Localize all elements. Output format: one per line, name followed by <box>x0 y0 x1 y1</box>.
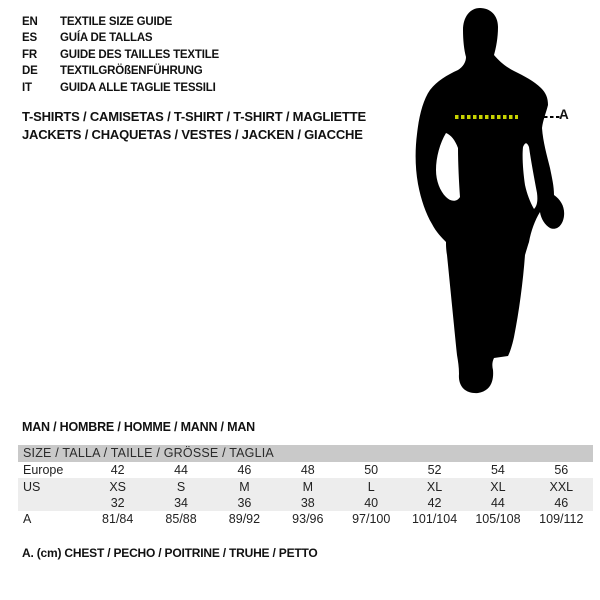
language-row <box>22 80 219 96</box>
measure-label-a: A <box>559 107 569 122</box>
language-label: GUÍA DE TALLAS <box>60 32 153 45</box>
size-cell: 40 <box>364 495 379 510</box>
size-cell: 93/96 <box>292 512 324 527</box>
measurement-footnote: A. (cm) CHEST / PECHO / POITRINE / TRUHE / PETTO <box>22 546 318 560</box>
size-table <box>18 445 593 528</box>
size-cell: 105/108 <box>475 512 521 527</box>
size-cell: 42 <box>110 463 125 478</box>
size-cell: 97/100 <box>352 512 391 527</box>
language-code: FR <box>22 48 37 61</box>
row-label: Europe <box>23 463 64 478</box>
size-cell: 109/112 <box>539 512 584 527</box>
table-row-chest-cm <box>18 511 593 527</box>
language-row <box>22 14 219 30</box>
size-cell: 32 <box>110 495 125 510</box>
row-label: US <box>23 479 41 494</box>
size-cell: 46 <box>237 463 252 478</box>
size-cell: 38 <box>300 495 315 510</box>
section-title-man: MAN / HOMBRE / HOMME / MANN / MAN <box>22 420 255 434</box>
language-label: TEXTILE SIZE GUIDE <box>60 16 173 28</box>
man-silhouette-figure <box>402 5 572 397</box>
table-row-us-letters <box>18 478 593 494</box>
size-cell: 52 <box>427 463 442 478</box>
language-row <box>22 47 219 63</box>
size-cell: 89/92 <box>228 512 261 527</box>
size-cell: 50 <box>364 463 379 478</box>
language-label: TEXTILGRÖßENFÜHRUNG <box>60 65 203 78</box>
size-cell: 56 <box>554 463 569 478</box>
size-cell: 46 <box>554 495 569 510</box>
language-code: DE <box>22 65 38 78</box>
language-label: GUIDA ALLE TAGLIE TESSILI <box>60 81 216 94</box>
language-row <box>22 30 219 46</box>
garment-categories <box>22 108 366 143</box>
size-cell: XL <box>490 479 506 494</box>
size-cell: S <box>176 479 186 494</box>
language-row <box>22 63 219 79</box>
size-cell: XXL <box>549 479 574 494</box>
language-code: IT <box>22 81 32 94</box>
size-cell: 101/104 <box>411 512 458 527</box>
category-line-jackets: JACKETS / CHAQUETAS / VESTES / JACKEN / GIACCHE <box>22 126 363 142</box>
size-cell: 42 <box>427 495 442 510</box>
size-cell: XL <box>426 479 443 494</box>
table-row-us-numeric <box>18 495 593 511</box>
size-cell: 81/84 <box>102 512 134 527</box>
row-label: A <box>23 512 32 527</box>
size-cell: M <box>302 479 314 494</box>
size-cell: 48 <box>300 463 315 478</box>
table-row-europe <box>18 462 593 478</box>
size-cell: 34 <box>174 495 189 510</box>
size-cell: XS <box>109 479 127 494</box>
category-line-tshirts: T-SHIRTS / CAMISETAS / T-SHIRT / T-SHIRT / MAGLIETTE <box>22 109 366 124</box>
man-silhouette-shape <box>416 8 565 393</box>
language-guide-list <box>22 14 219 96</box>
size-cell: M <box>239 479 250 494</box>
size-cell: 36 <box>237 495 252 510</box>
size-cell: 44 <box>174 463 189 478</box>
language-code: ES <box>22 32 37 45</box>
language-code: EN <box>22 16 38 28</box>
size-cell: 44 <box>490 495 505 510</box>
size-table-header: SIZE / TALLA / TAILLE / GRÖSSE / TAGLIA <box>18 445 593 462</box>
language-label: GUIDE DES TAILLES TEXTILE <box>60 48 219 61</box>
size-cell: 54 <box>490 463 505 478</box>
size-cell: 85/88 <box>165 512 197 527</box>
size-cell: L <box>367 479 375 494</box>
